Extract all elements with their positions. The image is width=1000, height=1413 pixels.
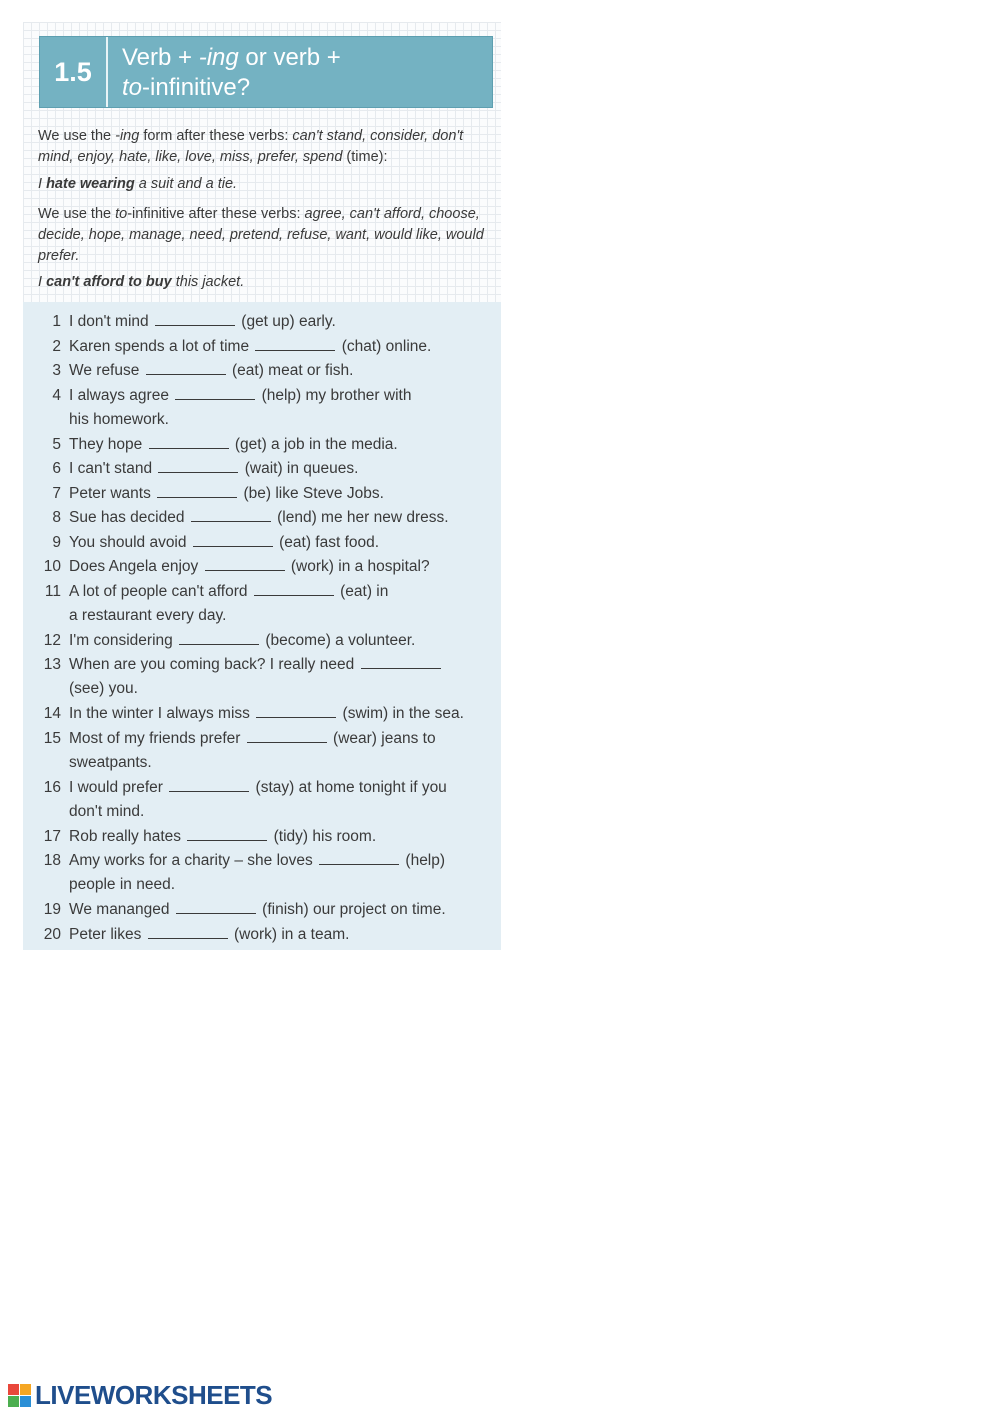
logo-block: [8, 1396, 19, 1407]
exercise-prompt: Sue has decided: [69, 509, 185, 526]
exercise-number: 13: [43, 656, 61, 673]
liveworksheets-logo: [8, 1380, 272, 1410]
exercise-verb-hint: (be) like Steve Jobs.: [243, 484, 384, 502]
exercise-text: [69, 335, 489, 359]
exercise-verb-hint: (wear) jeans to: [333, 729, 436, 747]
section-number: 1.5: [40, 37, 108, 107]
exercise-text: [69, 727, 489, 775]
exercise-number: 19: [43, 901, 61, 918]
logo-block: [20, 1396, 31, 1407]
exercise-prompt: Does Angela enjoy: [69, 558, 199, 575]
exercise-text: [69, 555, 489, 579]
exercise-number: 3: [52, 362, 61, 379]
answer-blank[interactable]: [254, 580, 334, 596]
exercise-text: [69, 702, 489, 726]
logo-block: [8, 1384, 19, 1395]
answer-blank[interactable]: [157, 482, 237, 498]
exercise-prompt: Most of my friends prefer: [69, 729, 241, 747]
answer-blank[interactable]: [255, 335, 335, 351]
exercise-number: 20: [43, 925, 61, 943]
ing-example: I hate wearing a suit and a tie.: [38, 176, 238, 192]
worksheet-page: [23, 22, 501, 950]
section-title: [122, 43, 341, 103]
exercise-number: 10: [43, 558, 61, 575]
exercise-number: 12: [43, 631, 61, 649]
exercise-continuation: don't mind.: [69, 802, 145, 820]
exercise-text: [69, 359, 489, 383]
answer-blank[interactable]: [319, 849, 399, 865]
exercise-number: 14: [43, 705, 61, 722]
answer-blank[interactable]: [158, 457, 238, 473]
exercise-text: [69, 825, 489, 849]
exercise-verb-hint: (eat) meat or fish.: [231, 362, 354, 379]
exercise-prompt: Peter likes: [69, 925, 142, 943]
exercise-number: 7: [52, 484, 61, 502]
exercise-text: [69, 310, 489, 334]
exercise-verb-hint: (help) my brother with: [261, 386, 412, 404]
exercise-number: 17: [43, 827, 61, 845]
exercise-number: 2: [52, 337, 61, 355]
answer-blank[interactable]: [256, 702, 336, 718]
title-line1: Verb + -ing or verb +: [122, 44, 341, 71]
exercise-continuation: his homework.: [69, 410, 169, 428]
exercise-prompt: They hope: [69, 435, 143, 453]
exercise-prompt: We refuse: [69, 362, 140, 379]
exercise-number: 11: [44, 582, 61, 600]
exercise-text: [69, 849, 489, 897]
exercise-number: 9: [52, 533, 61, 551]
exercise-text: [69, 457, 489, 481]
exercise-number: 4: [52, 386, 61, 404]
answer-blank[interactable]: [187, 825, 267, 841]
logo-blocks-icon: [8, 1384, 31, 1407]
exercise-verb-hint: (stay) at home tonight if you: [255, 778, 447, 796]
exercise-prompt: Peter wants: [69, 484, 151, 502]
exercise-verb-hint: (get) a job in the media.: [234, 435, 398, 453]
answer-blank[interactable]: [146, 359, 226, 375]
exercise-number: 18: [43, 852, 61, 869]
exercise-verb-hint: (work) in a team.: [234, 925, 350, 943]
answer-blank[interactable]: [191, 506, 271, 522]
answer-blank[interactable]: [361, 653, 441, 669]
exercise-verb-hint: (lend) me her new dress.: [277, 509, 449, 526]
exercise-verb-hint: (eat) in: [340, 582, 389, 600]
logo-text: LIVEWORKSHEETS: [35, 1379, 273, 1410]
exercise-text: [69, 776, 489, 824]
exercise-verb-hint: (get up) early.: [241, 313, 336, 330]
exercise-verb-hint: (chat) online.: [341, 337, 432, 355]
exercise-prompt: I can't stand: [69, 460, 153, 477]
exercise-prompt: When are you coming back? I really need: [69, 656, 355, 673]
exercise-prompt: We mananged: [69, 901, 170, 918]
exercise-box: [23, 302, 501, 950]
exercise-text: [69, 923, 489, 947]
exercise-prompt: Rob really hates: [69, 827, 182, 845]
exercise-prompt: You should avoid: [69, 533, 187, 551]
grammar-rules: [38, 126, 490, 293]
exercise-prompt: I don't mind: [69, 313, 149, 330]
infinitive-example: I can't afford to buy this jacket.: [38, 274, 245, 290]
exercise-number: 1: [52, 313, 61, 330]
exercise-verb-hint: (eat) fast food.: [279, 533, 380, 551]
exercise-continuation: a restaurant every day.: [69, 606, 227, 624]
answer-blank[interactable]: [193, 531, 273, 547]
answer-blank[interactable]: [175, 384, 255, 400]
exercise-verb-hint: (become) a volunteer.: [265, 631, 416, 649]
exercise-prompt: I would prefer: [69, 778, 163, 796]
exercise-text: [69, 629, 489, 653]
exercise-verb-hint: (work) in a hospital?: [290, 558, 430, 575]
exercise-verb-hint: (swim) in the sea.: [342, 705, 464, 722]
answer-blank[interactable]: [179, 629, 259, 645]
exercise-text: [69, 506, 489, 530]
answer-blank[interactable]: [247, 727, 327, 743]
ing-rule: We use the -ing form after these verbs: can't stand, consider, don't mind, enjoy, hate, like, love, miss, prefer, spend (time):: [38, 128, 464, 165]
exercise-prompt: A lot of people can't afford: [69, 582, 248, 600]
exercise-continuation: sweatpants.: [69, 753, 152, 771]
infinitive-rule: We use the to-infinitive after these verbs: agree, can't afford, choose, decide, hope, manage, need, pretend, refuse, want, would like, would prefer.: [38, 206, 484, 264]
exercise-verb-hint: (wait) in queues.: [244, 460, 359, 477]
section-header: [39, 36, 493, 108]
exercise-number: 15: [43, 729, 61, 747]
exercise-text: [69, 482, 489, 506]
exercise-text: [69, 580, 489, 628]
exercise-text: [69, 531, 489, 555]
exercise-text: [69, 433, 489, 457]
answer-blank[interactable]: [149, 433, 229, 449]
exercise-continuation: (see) you.: [69, 680, 138, 697]
exercise-continuation: people in need.: [69, 876, 176, 893]
exercise-number: 16: [43, 778, 61, 796]
answer-blank[interactable]: [205, 555, 285, 571]
answer-blank[interactable]: [148, 923, 228, 939]
exercise-number: 8: [52, 509, 61, 526]
exercise-number: 6: [52, 460, 61, 477]
exercise-prompt: Amy works for a charity – she loves: [69, 852, 313, 869]
title-line2: to-infinitive?: [122, 74, 251, 101]
answer-blank[interactable]: [155, 310, 235, 326]
exercise-text: [69, 384, 489, 432]
exercise-verb-hint: (finish) our project on time.: [262, 901, 446, 918]
exercise-text: [69, 898, 489, 922]
exercise-number: 5: [52, 435, 61, 453]
exercise-prompt: Karen spends a lot of time: [69, 337, 250, 355]
exercise-verb-hint: (help): [405, 852, 446, 869]
exercise-verb-hint: (tidy) his room.: [273, 827, 377, 845]
exercise-prompt: I'm considering: [69, 631, 173, 649]
answer-blank[interactable]: [176, 898, 256, 914]
logo-block: [20, 1384, 31, 1395]
exercise-prompt: I always agree: [69, 386, 169, 404]
answer-blank[interactable]: [169, 776, 249, 792]
exercise-prompt: In the winter I always miss: [69, 705, 250, 722]
exercise-text: [69, 653, 489, 701]
